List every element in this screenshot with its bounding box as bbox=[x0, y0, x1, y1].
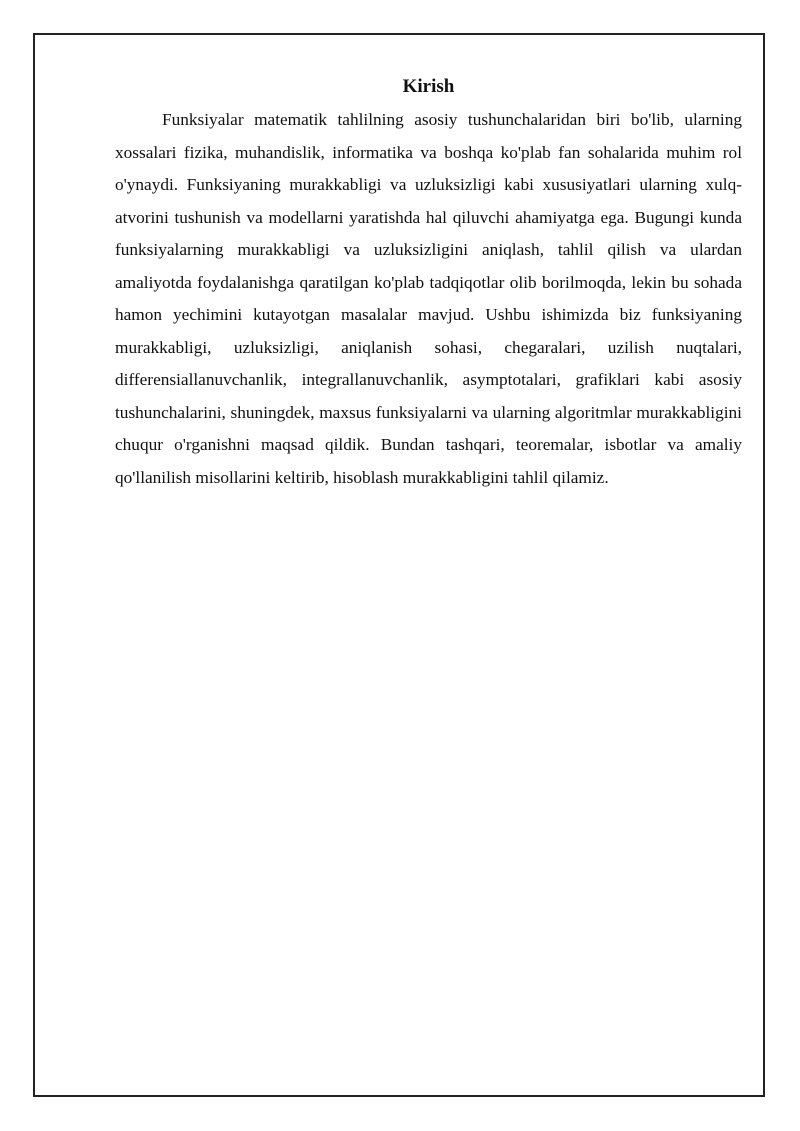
introduction-paragraph: Funksiyalar matematik tahlilning asosiy tushunchalaridan biri bo'lib, ularning xossalari fizika, muhandislik, informatika va boshqa ko'plab fan sohalarida muhim rol o'ynaydi. Funksiyaning murakkabligi va uzluksizligi kabi xususiyatlari ularning xulq-atvorini tushunish va modellarni yaratishda hal qiluvchi ahamiyatga ega. Bugungi kunda funksiyalarning murakkabligi va uzluksizligini aniqlash, tahlil qilish va ulardan amaliyotda foydalanishga qaratilgan ko'plab tadqiqotlar olib borilmoqda, lekin bu sohada hamon yechimini kutayotgan masalalar mavjud. Ushbu ishimizda biz funksiyaning murakkabligi, uzluksizligi, aniqlanish sohasi, chegaralari, uzilish nuqtalari, differensiallanuvchanlik, integrallanuvchanlik, asymptotalari, grafiklari kabi asosiy tushunchalarini, shuningdek, maxsus funksiyalarni va ularning algoritmlar murakkabligini chuqur o'rganishni maqsad qildik. Bundan tashqari, teoremalar, isbotlar va amaliy qo'llanilish misollarini keltirib, hisoblash murakkabligini tahlil qilamiz. bbox=[115, 110, 742, 487]
section-title: Kirish bbox=[402, 76, 455, 97]
document-body bbox=[115, 74, 742, 494]
